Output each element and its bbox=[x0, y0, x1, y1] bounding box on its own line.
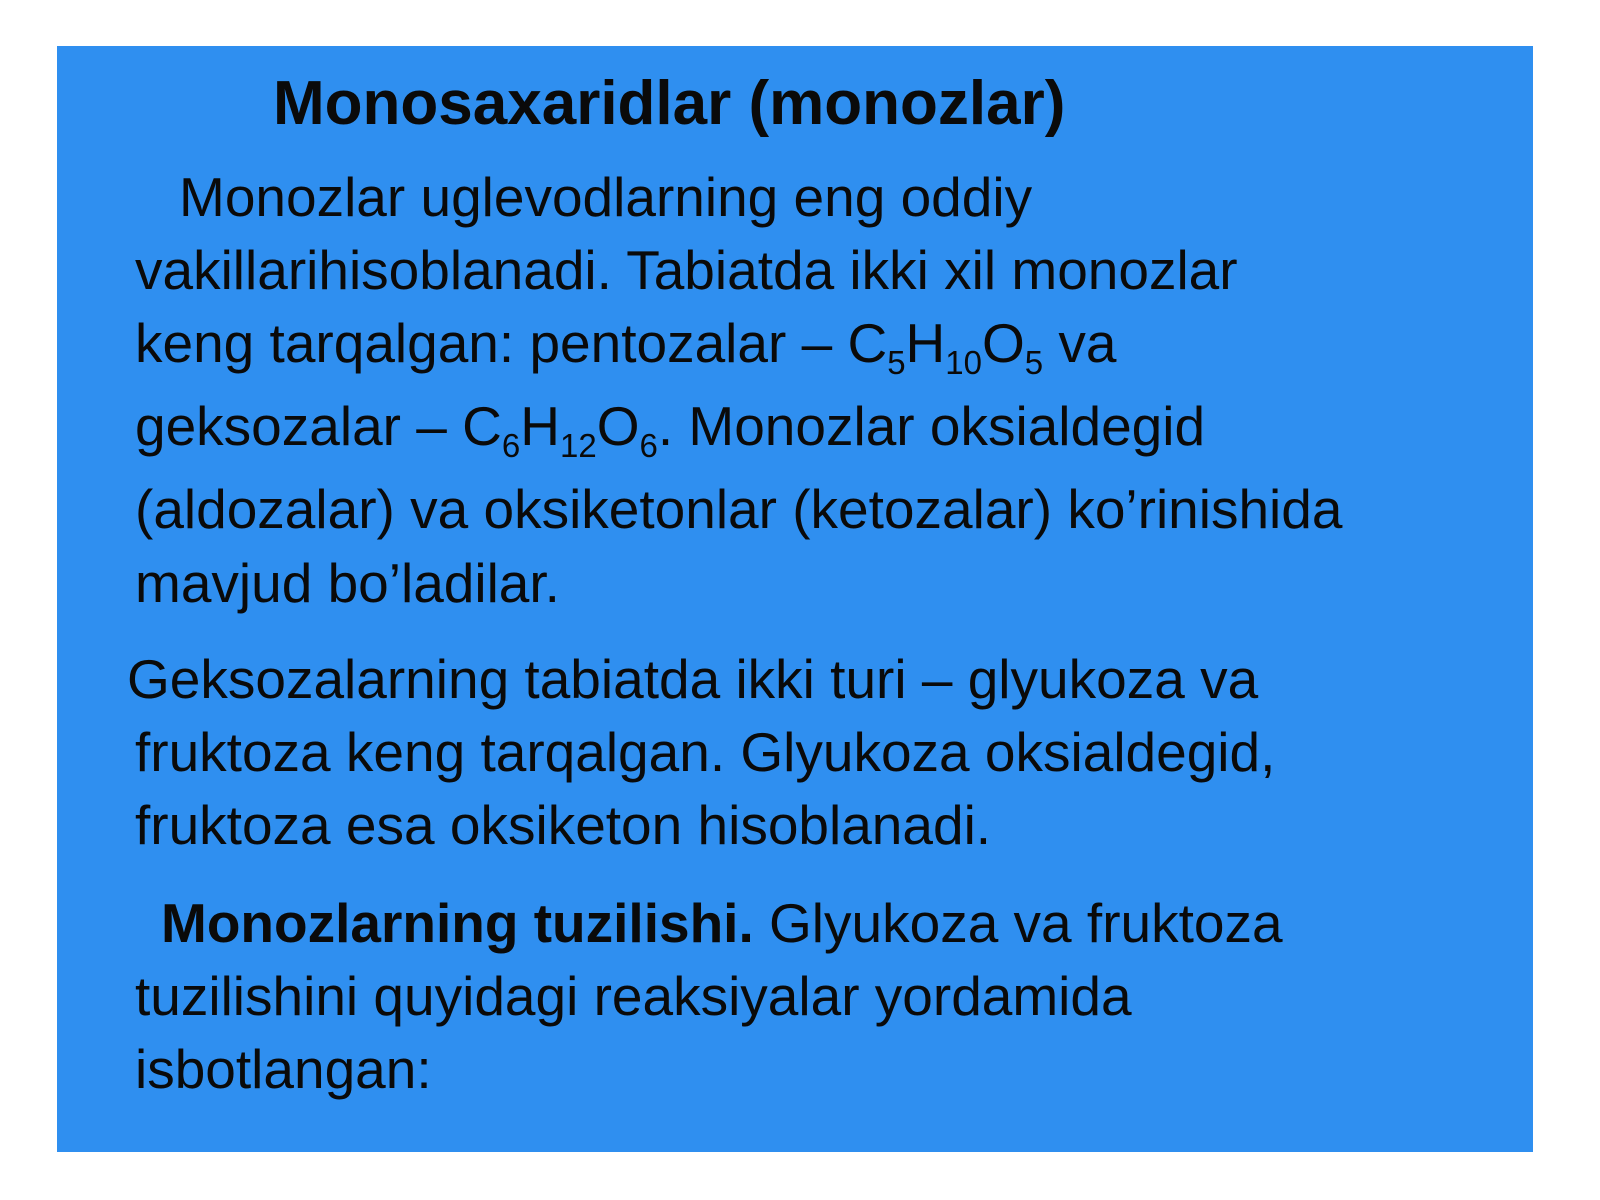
formula-element: C bbox=[847, 312, 888, 374]
formula-element: H bbox=[520, 395, 560, 457]
text-segment: Glyukoza va fruktoza bbox=[753, 892, 1283, 954]
formula-element: C bbox=[462, 395, 502, 457]
paragraph-line: (aldozalar) va oksiketonlar (ketozalar) ko’rinishida bbox=[135, 478, 1343, 540]
paragraph-line: tuzilishini quyidagi reaksiyalar yordamida bbox=[135, 965, 1132, 1027]
formula-element: O bbox=[596, 395, 640, 457]
formula-subscript: 6 bbox=[501, 427, 521, 464]
paragraph-line: mavjud bo’ladilar. bbox=[135, 552, 560, 614]
paragraph-line: fruktoza keng tarqalgan. Glyukoza oksialdegid, bbox=[135, 721, 1276, 783]
paragraph-line: isbotlangan: bbox=[135, 1038, 432, 1100]
formula-subscript: 6 bbox=[639, 427, 658, 464]
text-segment: . Monozlar oksialdegid bbox=[657, 395, 1206, 457]
text-segment: geksozalar – bbox=[135, 395, 463, 457]
paragraph-line: fruktoza esa oksiketon hisoblanadi. bbox=[135, 794, 992, 856]
formula-subscript: 5 bbox=[887, 344, 906, 381]
formula-subscript: 10 bbox=[945, 344, 982, 381]
paragraph-line bbox=[161, 890, 1283, 956]
formula-element: H bbox=[905, 312, 946, 374]
slide bbox=[57, 46, 1533, 1152]
formula-subscript: 5 bbox=[1024, 344, 1044, 381]
text-segment: keng tarqalgan: pentozalar – bbox=[135, 312, 848, 374]
paragraph-line: vakillarihisoblanadi. Tabiatda ikki xil monozlar bbox=[135, 239, 1238, 301]
paragraph-line: Geksozalarning tabiatda ikki turi – glyukoza va bbox=[127, 648, 1259, 710]
bold-lead-text: Monozlarning tuzilishi. bbox=[161, 892, 754, 954]
text-segment: va bbox=[1043, 312, 1117, 374]
paragraph-line: Monozlar uglevodlarning eng oddiy bbox=[179, 166, 1033, 228]
formula-element: O bbox=[982, 312, 1025, 374]
paragraph-line-pentose-formula bbox=[135, 310, 1117, 381]
formula-subscript: 12 bbox=[559, 427, 597, 464]
slide-title: Monosaxaridlar (monozlar) bbox=[273, 69, 1066, 138]
paragraph-line-hexose-formula bbox=[135, 393, 1206, 464]
